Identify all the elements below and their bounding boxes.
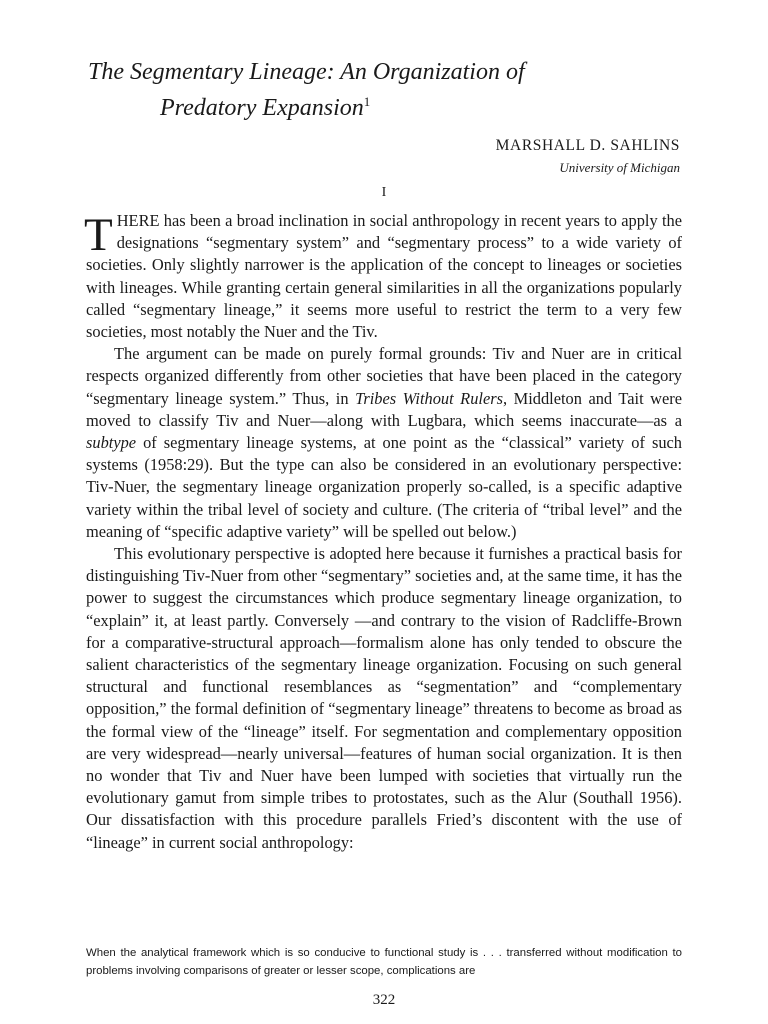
article-title (88, 57, 688, 123)
block-quote: When the analytical framework which is so conducive to functional study is . . . transferred without modification to problems involving comparisons of greater or lesser scope, complications are (86, 947, 682, 977)
section-number: I (381, 185, 387, 200)
paragraph-2 (86, 343, 682, 543)
book-title: Tribes Without Rulers (355, 388, 503, 408)
author-affiliation: University of Michigan (559, 160, 680, 175)
title-line-2-text: Predatory Expansion (160, 95, 364, 121)
author-name: MARSHALL D. SAHLINS (495, 137, 680, 154)
article-body (86, 210, 682, 854)
drop-cap: T (84, 209, 113, 261)
page-number: 322 (372, 992, 396, 1008)
paragraph-2-text-a: The argument can be made on purely formal grounds: Tiv and Nuer are in critical respects organized differently from other societies that have been placed in the category “segmentary lineage system.” Thus, in (86, 344, 682, 408)
title-line-1: The Segmentary Lineage: An Organization of (88, 59, 525, 85)
paragraph-2-text-b: , Middleton and Tait were moved to classify Tiv and Nuer—along with Lugbara, which seems inaccurate—as a (86, 388, 683, 430)
paragraph-1 (86, 210, 682, 343)
emphasis-subtype: subtype (86, 433, 137, 453)
paragraph-2-text-c: of segmentary lineage systems, at one point as the “classical” variety of such systems (1958:29). But the type can also be considered in an evolutionary perspective: Tiv-Nuer, the segmentary lineage organization properly so-called, is a specific adaptive variety within the tribal level of society and culture. (The criteria of “tribal level” and the meaning of “specific adaptive variety” will be spelled out below.) (86, 433, 682, 541)
footnote-marker[interactable]: 1 (363, 94, 371, 109)
title-line-2 (88, 87, 688, 123)
paragraph-1-text: HERE has been a broad inclination in social anthropology in recent years to apply the designations “segmentary system” and “segmentary process” to a wide variety of societies. Only slightly narrower is the application of the concept to lineages or societies with lineages. While granting certain general similarities in all the organizations popularly called “segmentary lineage,” it seems more useful to restrict the term to a very few societies, most notably the Nuer and the Tiv. (86, 211, 682, 342)
paragraph-3: This evolutionary perspective is adopted here because it furnishes a practical basis for distinguishing Tiv-Nuer from other “segmentary” societies and, at the same time, it has the power to suggest the circumstances which produce segmentary lineage organization, to “explain” it, at least partly. Conversely —and contrary to the vision of Radcliffe-Brown for a comparative-structural approach—formalism alone has only tended to obscure the salient characteristics of the segmentary lineage organization. Focusing on such general structural and functional resemblances as “segmentation” and “complementary opposition,” the formal definition of “segmentary lineage” threatens to become as broad as the formal view of the “lineage” itself. For segmentation and complementary opposition are very widespread—nearly universal—features of human social organization. It is then no wonder that Tiv and Nuer have been lumped with societies that virtually run the evolutionary gamut from simple tribes to protostates, such as the Alur (Southall 1956). Our dissatisfaction with this procedure parallels Fried’s discontent with the use of “lineage” in current social anthropology: (86, 544, 682, 852)
